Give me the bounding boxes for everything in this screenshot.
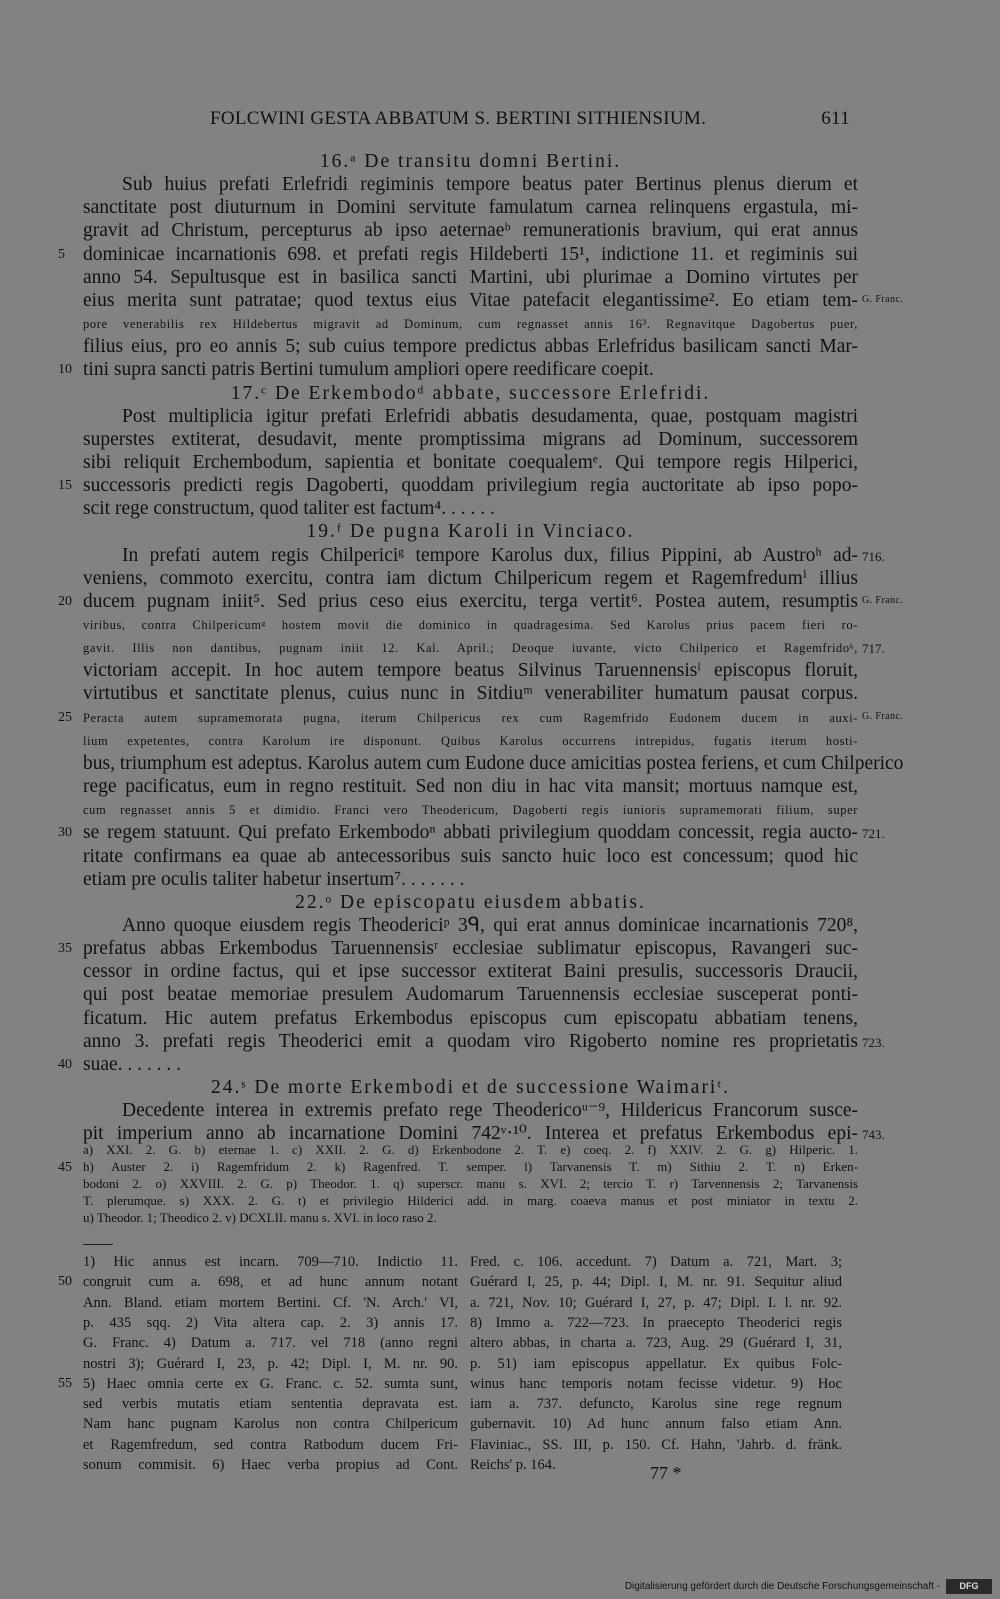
text-line: suae. . . . . . . (83, 1053, 182, 1075)
footnote-line: nostri 3); Guérard I, 23, p. 42; Dipl. I, M. nr. 90. (83, 1355, 458, 1372)
text-line: pore venerabilis rex Hildebertus migravit ad Dominum, cum regnasset annis 16³. Regnavitque Dagobertus puer, (83, 317, 858, 332)
text-line: se regem statuunt. Qui prefato Erkembodoⁿ abbati privilegium quoddam concessit, regia aucto- (83, 822, 858, 844)
footnote-line: Ann. Bland. etiam mortem Bertini. Cf. 'N. Arch.' VI, (83, 1294, 458, 1311)
text-line: prefatus abbas Erkembodus Taruennensisʳ ecclesiae sublimatur episcopus, Ravangeri suc- (83, 938, 858, 960)
page-number: 611 (821, 108, 850, 129)
text-line: successoris predicti regis Dagoberti, quoddam privilegium regia auctoritate ab ipso popo- (83, 475, 858, 497)
footnote-line: a. 721, Nov. 10; Guérard I, 27, p. 47; Dipl. I. l. nr. 92. (470, 1294, 842, 1311)
text-line: Post multiplicia igitur prefati Erlefridi abbatis desudamenta, quae, postquam magistri (122, 405, 858, 427)
text-line: anno 3. prefati regis Theoderici emit a quodam viro Rigoberto nomine res proprietatis (83, 1030, 858, 1052)
line-number: 40 (58, 1056, 72, 1072)
footnote-line: sonum commisit. 6) Haec verba propius ad Cont. (83, 1457, 458, 1473)
margin-note: 721. (862, 826, 885, 842)
section-heading: 22.ᵒ De episcopatu eiusdem abbatis. (295, 891, 646, 913)
text-line: victoriam accepit. In hoc autem tempore beatus Silvinus Taruennensisˡ episcopus floruit, (83, 660, 858, 682)
text-line: lium expetentes, contra Karolum ire disponunt. Quibus Karolus occurrens intrepidus, fugatis iterum hosti- (83, 733, 858, 748)
line-number: 10 (58, 362, 72, 378)
section-heading: 24.ˢ De morte Erkembodi et de successione Waimariᵗ. (211, 1077, 730, 1098)
footnote-line: Reichs' p. 164. (470, 1457, 556, 1473)
text-line: gravit ad Christum, percepturus ab ipso aeternaeᵇ remunerationis bravium, qui erat annus (83, 220, 858, 242)
footnote-line: Fred. c. 106. accedunt. 7) Datum a. 721, Mart. 3; (470, 1254, 842, 1270)
text-line: bus, triumphum est adeptus. Karolus autem cum Eudone duce amicitias postea feriens, et cum Chilperico (83, 752, 904, 774)
text-line: eius merita sunt patratae; quod textus eius Vitae patefacit elegantissime². Eo etiam tem- (83, 289, 858, 311)
text-line: ducem pugnam iniit⁵. Sed prius ceso eius exercitu, terga vertit⁶. Postea autem, resumptis (83, 590, 858, 612)
footnote-line: iam a. 737. defuncto, Karolus sine rege regnum (470, 1396, 842, 1413)
variant-line: bodoni 2. o) XXVIII. 2. G. p) Theodor. 1. q) superscr. manu s. XVI. 2; tercio T. r) Tarvennensis 2; Tarvanensis (83, 1176, 858, 1191)
text-line: anno 54. Sepultusque est in basilica sancti Martini, ubi plurimae a Domino virtutes per (83, 266, 858, 288)
text-line: virtutibus et sanctitate plenus, cuius nunc in Sitdiuᵐ venerabiliter humatum pausat corpus. (83, 683, 858, 705)
text-line: Sub huius prefati Erlefridi regiminis tempore beatus pater Bertinus plenus dierum et (122, 174, 858, 196)
text-line: tini supra sancti patris Bertini tumulum ampliori opere reedificare coepit. (83, 359, 654, 381)
section-heading: 19.ᶠ De pugna Karoli in Vinciaco. (306, 521, 635, 543)
text-line: gavit. Illis non dantibus, pugnam iniit 12. Kal. April.; Deoque iuvante, victo Chilperico et Ragemfridoᵏ, (83, 641, 858, 656)
margin-note: 743. (862, 1127, 885, 1143)
line-number: 20 (58, 593, 72, 609)
text-line: Peracta autem supramemorata pugna, iterum Chilpericus rex cum Ragemfrido Eudonem ducem in auxi- (83, 710, 858, 725)
variant-line: u) Theodor. 1; Theodico 2. v) DCXLII. manu s. XVI. in loco raso 2. (83, 1210, 437, 1225)
margin-note: G. Franc. (862, 594, 904, 606)
footnote-line: congruit cum a. 698, et ad hunc annum notant (83, 1274, 458, 1291)
line-number: 35 (58, 941, 72, 957)
text-line: filius eius, pro eo annis 5; sub cuius tempore predictus abbas Erlefridus basilicam sancti Mar- (83, 336, 858, 358)
line-number: 30 (58, 825, 72, 841)
text-line: cum regnasset annis 5 et dimidio. Franci vero Theodericum, Dagoberti regis iunioris supramemorati filium, super (83, 803, 858, 818)
text-line: pit imperium anno ab incarnatione Domini 742ᵛ⋅¹⁰. Interea et prefatus Erkembodus epi- (83, 1123, 858, 1145)
footnote-line: altero abbas, in charta a. 723, Aug. 29 (Guérard I, 31, (470, 1335, 842, 1352)
line-number: 5 (58, 246, 65, 262)
line-number: 15 (58, 478, 72, 494)
footnote-line: 8) Immo a. 722—723. In praecepto Theoderici regis (470, 1314, 842, 1331)
footnote-line: gubernavit. 10) Ad hunc annum falso etiam Ann. (470, 1416, 842, 1433)
text-line: ritate confirmans ea quae ab antecessoribus suis sancto huic loco est concessum; quod hic (83, 845, 858, 867)
footnote-line: p. 435 sqq. 2) Vita altera cap. 2. 3) annis 17. (83, 1314, 458, 1331)
line-number: 55 (58, 1375, 72, 1391)
margin-note: 716. (862, 548, 885, 564)
text-line: ficatum. Hic autem prefatus Erkembodus episcopus cum episcopatu abbatiam tenens, (83, 1007, 858, 1029)
text-line: qui post beatae memoriae presulem Audomarum Taruennensis ecclesiae susceperat ponti- (83, 984, 858, 1006)
margin-note: G. Franc. (862, 293, 904, 305)
footnote-line: Flaviniac., SS. III, p. 150. Cf. Hahn, 'Jahrb. d. fränk. (470, 1436, 842, 1453)
margin-note: 717. (862, 641, 885, 657)
text-line: etiam pre oculis taliter habetur insertum⁷. . . . . . . (83, 868, 465, 890)
text-line: superstes extiterat, desudavit, mente promptissima migrans ad Dominum, successorem (83, 428, 858, 450)
text-line: Anno quoque eiusdem regis Theodericiᵖ 3ᑫ, qui erat annus dominicae incarnationis 720⁸, (122, 914, 858, 936)
section-heading: 16.ᵃ De transitu domni Bertini. (319, 151, 622, 172)
text-line: sanctitate post diuturnum in Domini servitute famulatum carnea relinquens ergastula, mi- (83, 197, 858, 219)
signature-mark: 77 * (650, 1463, 682, 1483)
footnote-line: 1) Hic annus est incarn. 709—710. Indictio 11. (83, 1254, 458, 1270)
text-line: scit rege constructum, quod taliter est factum⁴. . . . . . (83, 498, 495, 520)
footnote-line: Guérard I, 25, p. 44; Dipl. I, M. nr. 91. Sequitur aliud (470, 1274, 842, 1291)
footnote-line: p. 51) iam episcopus appellatur. Ex quibus Folc- (470, 1355, 842, 1372)
footnote-line: G. Franc. 4) Datum a. 717. vel 718 (anno regni (83, 1335, 458, 1352)
variant-line: a) XXI. 2. G. b) eternae 1. c) XXII. 2. G. d) Erkenbodone 2. T. e) coeq. 2. f) XXIV. 2. G. g) Hilperic. 1. (83, 1142, 858, 1157)
text-line: Decedente interea in extremis prefato rege Theodericoᵘ⁻⁹, Hildericus Francorum susce- (122, 1100, 858, 1122)
variant-line: T. plerumque. s) XXX. 2. G. t) et privilegio Hilderici add. in marg. coaeva manus et post miniator in textu 2. (83, 1193, 858, 1208)
footnote-line: Nam hanc pugnam Karolus non contra Chilpericum (83, 1416, 458, 1433)
line-number: 50 (58, 1274, 72, 1290)
text-line: veniens, commoto exercitu, contra iam dictum Chilpericum regem et Ragemfredumⁱ illius (83, 567, 858, 589)
text-line: rege pacificatus, eum in regno restituit. Sed non diu in hac vita mansit; mortuus namque est, (83, 776, 858, 798)
running-header (210, 108, 850, 130)
margin-note: 723. (862, 1034, 885, 1050)
line-number: 25 (58, 709, 72, 725)
footnote-line: winus hanc temporis notam fecisse videtur. 9) Hoc (470, 1375, 842, 1392)
footnote-line: sed verbis mutatis etiam sententia depravata est. (83, 1396, 458, 1413)
text-line: sibi reliquit Erchembodum, sapientia et bonitate coequalemᵉ. Qui tempore regis Hilperici, (83, 451, 858, 473)
variant-line: h) Auster 2. i) Ragemfridum 2. k) Ragenfred. T. semper. l) Tarvanensis T. m) Sithiu 2. T. n) Erken- (83, 1159, 858, 1174)
dfg-logo: DFG (946, 1579, 992, 1594)
text-line: cessor in ordine factus, qui et ipse successor extiterat Baini presulis, successoris Draucii, (83, 961, 858, 983)
footnote-rule (83, 1244, 113, 1245)
margin-note: G. Franc. (862, 710, 904, 722)
footnote-line: et Ragemfredum, sed contra Ratbodum ducem Fri- (83, 1436, 458, 1453)
header-title: FOLCWINI GESTA ABBATUM S. BERTINI SITHIENSIUM. (210, 108, 707, 129)
section-heading: 17.ᶜ De Erkembodoᵈ abbate, successore Erlefridi. (230, 382, 711, 404)
footnote-line: 5) Haec omnia certe ex G. Franc. c. 52. sumta sunt, (83, 1375, 458, 1392)
text-line: In prefati autem regis Chilpericiᵍ tempore Karolus dux, filius Pippini, ab Austroʰ ad- (122, 544, 858, 566)
digitization-credit: Digitalisierung gefördert durch die Deutsche Forschungsgemeinschaft - (624, 1581, 940, 1592)
text-line: dominicae incarnationis 698. et prefati regis Hildeberti 15¹, indictione 11. et regiminis sui (83, 243, 858, 265)
text-line: viribus, contra Chilpericumᵍ hostem movit die dominico in quadragesima. Sed Karolus prius pacem fieri ro- (83, 618, 858, 632)
line-number: 45 (58, 1160, 72, 1175)
